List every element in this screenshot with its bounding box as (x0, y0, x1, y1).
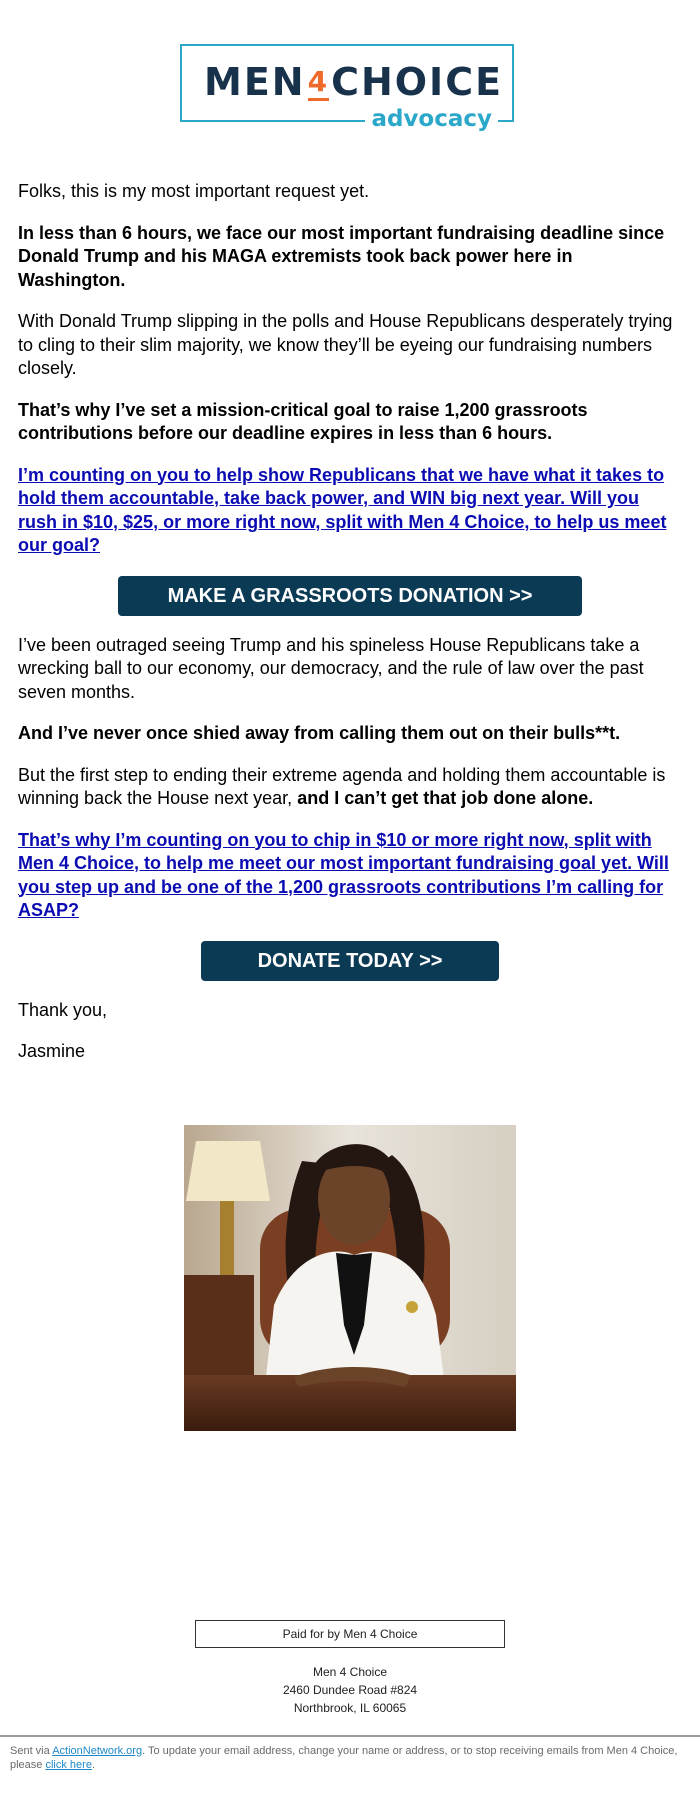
address-street: 2460 Dundee Road #824 (282, 1683, 418, 1697)
paragraph-intro: Folks, this is my most important request yet. (18, 181, 370, 201)
paragraph-outrage: I’ve been outraged seeing Trump and his spineless House Republicans take a wrecking ball to our economy, our democracy, and the rule of law over the past seven months. (18, 634, 644, 702)
logo-word-men: MEN (204, 60, 306, 104)
logo-wordmark (204, 62, 503, 102)
address-org: Men 4 Choice (312, 1665, 388, 1679)
donate-today-button[interactable]: DONATE TODAY >> (201, 941, 499, 981)
jasmine-photo (184, 1125, 516, 1431)
address-city: Northbrook, IL 60065 (293, 1701, 407, 1715)
paragraph-goal: That’s why I’ve set a mission-critical goal to raise 1,200 grassroots contributions before our deadline expires in less than 6 hours. (18, 399, 588, 443)
paragraph-callout: And I’ve never once shied away from calling them out on their bulls**t. (18, 723, 621, 743)
paragraph-house (18, 764, 682, 811)
legal-end: . (91, 1759, 96, 1771)
logo-word-choice: CHOICE (331, 60, 504, 104)
button-row-1 (18, 576, 682, 616)
desk (184, 1375, 516, 1431)
mailing-address (0, 1663, 700, 1717)
legal-footer (10, 1744, 690, 1772)
closing-text: Thank you, (18, 999, 108, 1020)
grassroots-donation-button[interactable]: MAKE A GRASSROOTS DONATION >> (118, 576, 582, 616)
donation-link-1[interactable]: I’m counting on you to help show Republicans that we have what it takes to hold them accountable, take back power, and WIN big next year. Will you rush in $10, $25, or more right now, split with Men 4 Choice, to help us meet our goal? (18, 464, 667, 555)
signature-name: Jasmine (18, 1041, 86, 1061)
paragraph-context: With Donald Trump slipping in the polls and House Republicans desperately trying to cling to their slim majority, we know they’ll be eyeing our fundraising numbers closely. (18, 311, 673, 378)
actionnetwork-link[interactable]: ActionNetwork.org (52, 1745, 143, 1757)
legal-middle: . To update your email address, change your name or address, or to stop receiving emails from Men 4 Choice, please (10, 1745, 678, 1771)
paragraph-house-bold: and I can’t get that job done alone. (297, 788, 594, 808)
lapel-pin (406, 1301, 418, 1313)
footer-divider (0, 1735, 700, 1737)
button-row-2 (18, 941, 682, 981)
paragraph-house-regular: But the first step to ending their extreme agenda and holding them accountable is winning back the House next year, (18, 764, 666, 808)
legal-prefix: Sent via (10, 1745, 50, 1757)
paragraph-deadline: In less than 6 hours, we face our most important fundraising deadline since Donald Trump and his MAGA extremists took back power here in Washington. (18, 222, 665, 290)
logo-number-4: 4 (308, 65, 329, 101)
unsubscribe-link[interactable]: click here (45, 1759, 92, 1771)
email-body (18, 180, 682, 1082)
donation-link-2[interactable]: That’s why I’m counting on you to chip in $10 or more right now, split with Men 4 Choice, to help me meet our most important fundraising goal yet. Will you step up and be one of the 1,200 grassroots contributions I’m calling for ASAP? (18, 829, 669, 920)
paid-for-notice: Paid for by Men 4 Choice (195, 1620, 505, 1648)
logo (180, 44, 518, 136)
portrait-illustration (184, 1125, 516, 1431)
logo-subtitle: advocacy (365, 106, 498, 132)
lamp-shade (186, 1141, 270, 1201)
